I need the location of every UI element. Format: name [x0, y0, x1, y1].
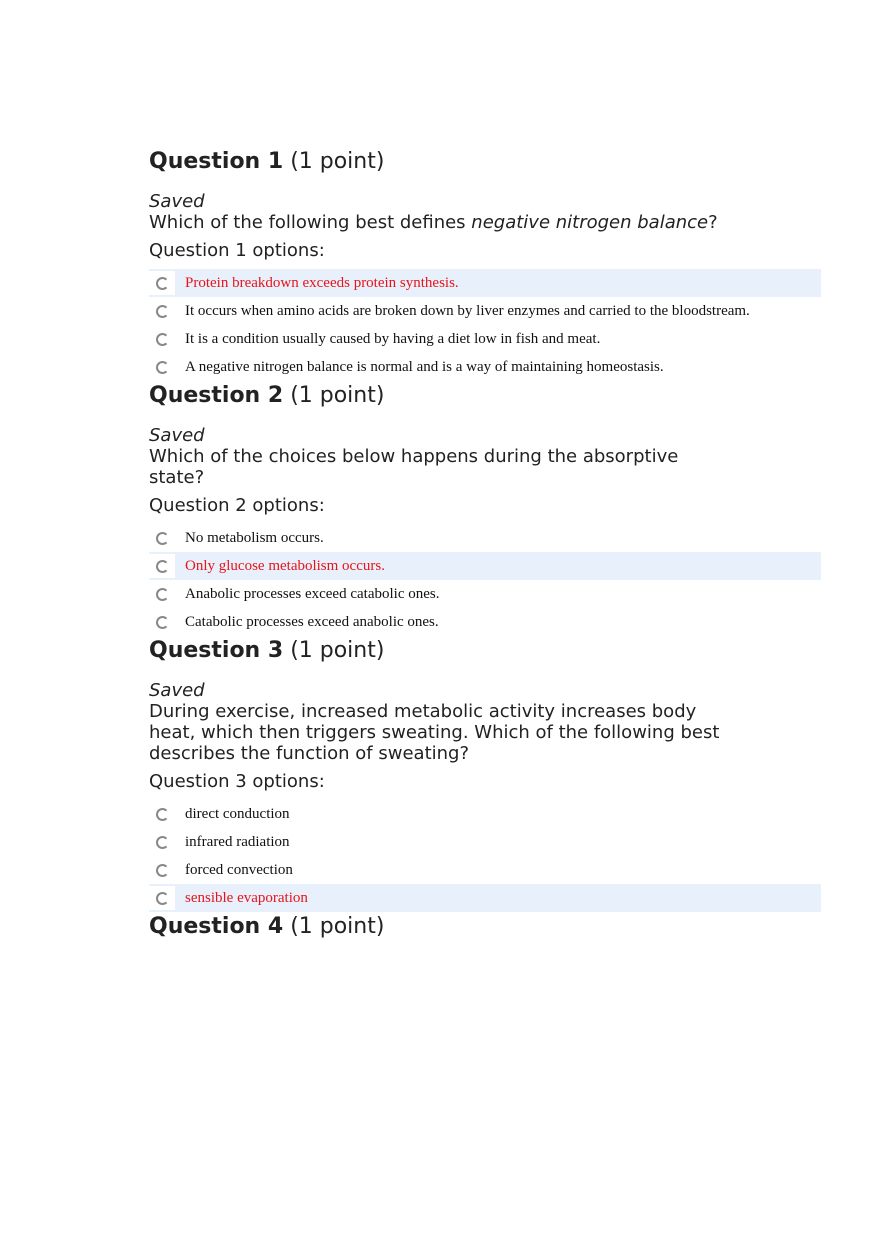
option[interactable]: [149, 608, 821, 636]
quiz: [149, 147, 821, 942]
question-title: Question 4: [149, 914, 284, 939]
question-3: [149, 636, 821, 912]
question-heading: [149, 381, 821, 411]
option-label: Only glucose metabolism occurs.: [185, 557, 385, 574]
question-heading: [149, 912, 821, 942]
question-1: [149, 147, 821, 381]
radio-icon[interactable]: [149, 858, 175, 882]
option[interactable]: [149, 325, 821, 353]
saved-status: Saved: [149, 425, 205, 446]
options-label: Question 3 options:: [149, 771, 325, 792]
radio-icon[interactable]: [149, 355, 175, 379]
option-label: It occurs when amino acids are broken down by liver enzymes and carried to the bloodstream.: [185, 302, 750, 319]
question-4: [149, 912, 821, 942]
saved-status: Saved: [149, 680, 205, 701]
question-text: [149, 212, 769, 233]
question-text: During exercise, increased metabolic activity increases body heat, which then triggers sweating. Which of the following best describes the function of sweating?: [149, 701, 720, 764]
question-points: (1 point): [290, 383, 385, 408]
radio-icon[interactable]: [149, 327, 175, 351]
option[interactable]: [149, 353, 821, 381]
radio-icon[interactable]: [149, 271, 175, 295]
option-label: sensible evaporation: [185, 889, 308, 906]
question-text: Which of the choices below happens during the absorptive state?: [149, 446, 679, 488]
question-points: (1 point): [290, 149, 385, 174]
option[interactable]: [149, 884, 821, 912]
option[interactable]: [149, 552, 821, 580]
option[interactable]: [149, 580, 821, 608]
option[interactable]: [149, 524, 821, 552]
radio-icon[interactable]: [149, 582, 175, 606]
option-label: direct conduction: [185, 805, 290, 822]
option[interactable]: [149, 856, 821, 884]
saved-status: Saved: [149, 191, 205, 212]
options-label: Question 2 options:: [149, 495, 325, 516]
question-text-part: ?: [708, 212, 718, 233]
question-points: (1 point): [290, 638, 385, 663]
question-text-emphasis: negative nitrogen balance: [471, 212, 709, 233]
option-label: infrared radiation: [185, 833, 290, 850]
radio-icon[interactable]: [149, 554, 175, 578]
radio-icon[interactable]: [149, 802, 175, 826]
options-label: Question 1 options:: [149, 240, 325, 261]
option-label: Protein breakdown exceeds protein synthesis.: [185, 274, 459, 291]
question-2: [149, 381, 821, 636]
option[interactable]: [149, 800, 821, 828]
option[interactable]: [149, 828, 821, 856]
radio-icon[interactable]: [149, 610, 175, 634]
option-label: A negative nitrogen balance is normal and is a way of maintaining homeostasis.: [185, 358, 664, 375]
question-title: Question 1: [149, 149, 284, 174]
option-label: It is a condition usually caused by having a diet low in fish and meat.: [185, 330, 601, 347]
radio-icon[interactable]: [149, 886, 175, 910]
radio-icon[interactable]: [149, 526, 175, 550]
radio-icon[interactable]: [149, 830, 175, 854]
option[interactable]: [149, 297, 821, 325]
option-label: No metabolism occurs.: [185, 529, 324, 546]
question-heading: [149, 147, 821, 177]
question-title: Question 3: [149, 638, 284, 663]
question-heading: [149, 636, 821, 666]
question-text-part: Which of the following best defines: [149, 212, 472, 233]
option[interactable]: [149, 269, 821, 297]
radio-icon[interactable]: [149, 299, 175, 323]
question-title: Question 2: [149, 383, 284, 408]
question-points: (1 point): [290, 914, 385, 939]
option-label: Catabolic processes exceed anabolic ones.: [185, 613, 439, 630]
option-label: Anabolic processes exceed catabolic ones.: [185, 585, 440, 602]
option-label: forced convection: [185, 861, 293, 878]
